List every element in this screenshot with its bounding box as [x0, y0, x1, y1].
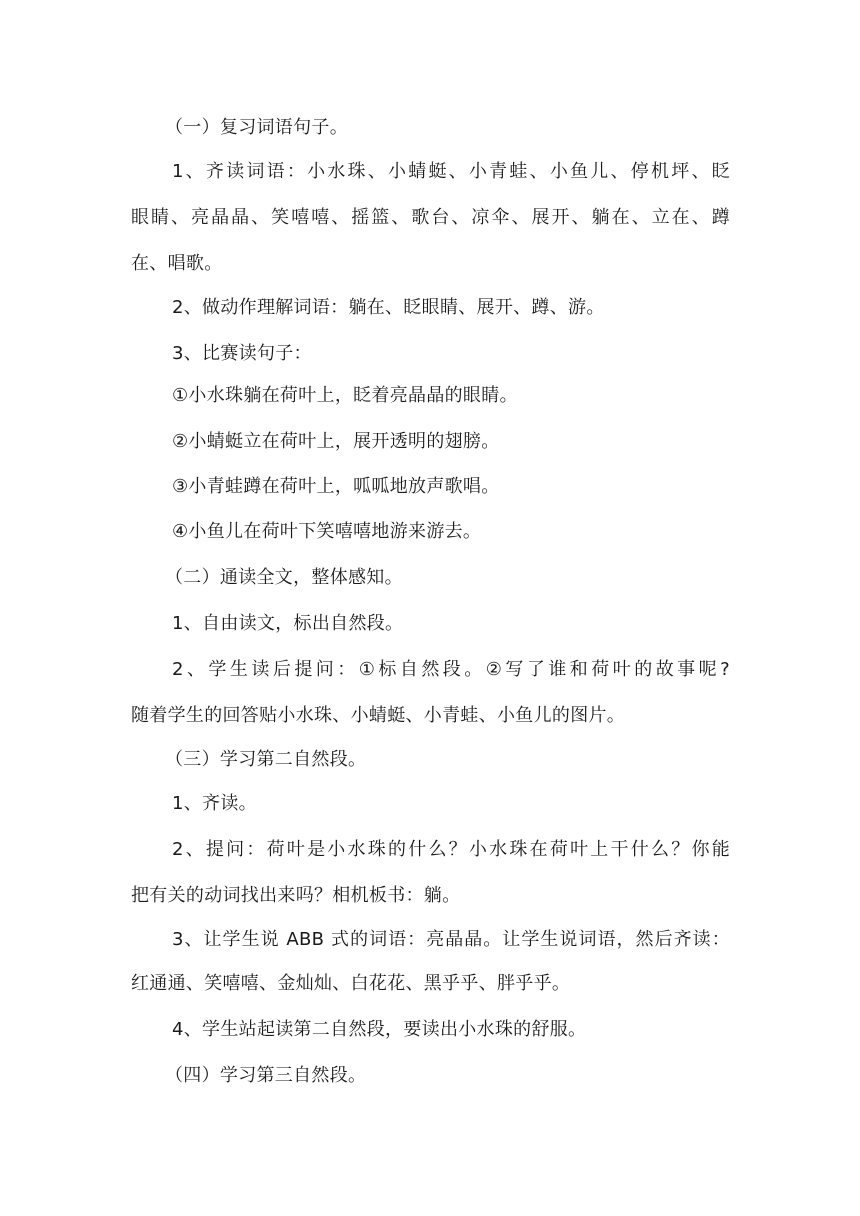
section-heading-4: （四）学习第三自然段。: [165, 1065, 367, 1086]
paragraph-line: 2、学生读后提问：①标自然段。②写了谁和荷叶的故事呢?: [172, 659, 730, 680]
sentence-item-4: ④小鱼儿在荷叶下笑嘻嘻地游来游去。: [172, 521, 482, 542]
paragraph-line: 2、做动作理解词语：躺在、眨眼睛、展开、蹲、游。: [172, 297, 605, 318]
sentence-item-1: ①小水珠躺在荷叶上，眨着亮晶晶的眼睛。: [172, 385, 518, 406]
section-heading-1: （一）复习词语句子。: [165, 117, 348, 138]
paragraph-line: 眼睛、亮晶晶、笑嘻嘻、摇篮、歌台、凉伞、展开、躺在、立在、蹲: [131, 207, 730, 228]
sentence-item-3: ③小青蛙蹲在荷叶上，呱呱地放声歌唱。: [172, 476, 500, 497]
paragraph-line: 3、比赛读句子：: [172, 343, 312, 364]
paragraph-line: 把有关的动词找出来吗？相机板书：躺。: [131, 885, 461, 906]
paragraph-line: 4、学生站起读第二自然段，要读出小水珠的舒服。: [172, 1019, 587, 1040]
paragraph-line: 2、提问：荷叶是小水珠的什么？小水珠在荷叶上干什么？你能: [172, 839, 730, 860]
paragraph-line: 随着学生的回答贴小水珠、小蜻蜓、小青蛙、小鱼儿的图片。: [131, 705, 626, 726]
paragraph-line: 1、自由读文，标出自然段。: [172, 613, 404, 634]
paragraph-line: 3、让学生说 ABB 式的词语：亮晶晶。让学生说词语，然后齐读：: [172, 929, 730, 950]
section-heading-3: （三）学习第二自然段。: [165, 749, 367, 770]
paragraph-line: 1、齐读。: [172, 793, 257, 814]
section-heading-2: （二）通读全文，整体感知。: [165, 567, 403, 588]
sentence-item-2: ②小蜻蜓立在荷叶上，展开透明的翅膀。: [172, 431, 500, 452]
paragraph-line: 红通通、笑嘻嘻、金灿灿、白花花、黑乎乎、胖乎乎。: [131, 973, 571, 994]
paragraph-line: 在、唱歌。: [131, 253, 223, 274]
paragraph-line: 1、齐读词语：小水珠、小蜻蜓、小青蛙、小鱼儿、停机坪、眨: [172, 161, 730, 182]
